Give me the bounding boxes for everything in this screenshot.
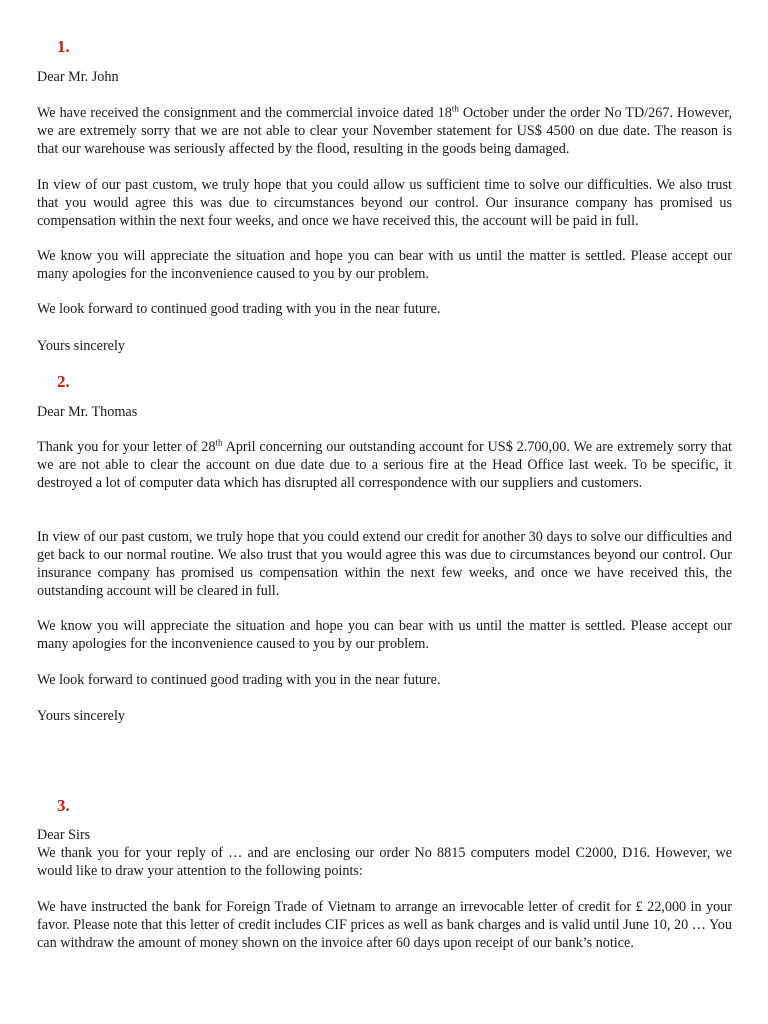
letter-1-salutation: Dear Mr. John bbox=[37, 69, 119, 85]
letter-2-salutation: Dear Mr. Thomas bbox=[37, 404, 138, 420]
letter-number-2: 2. bbox=[57, 372, 70, 391]
letter-number-3: 3. bbox=[57, 796, 70, 815]
letter-1-paragraph-4: We look forward to continued good trading with you in the near future. bbox=[37, 301, 441, 317]
letter-1-paragraph-1 bbox=[37, 104, 732, 158]
letter-1-paragraph-3: We know you will appreciate the situation and hope you can bear with us until the matter is settled. Please accept our many apologies for the inconvenience caused to you by our problem. bbox=[37, 248, 732, 282]
letter-2-paragraph-3: We know you will appreciate the situation and hope you can bear with us until the matter is settled. Please accept our many apologies for the inconvenience caused to you by our problem. bbox=[37, 618, 732, 652]
letter-3-paragraph-2: We have instructed the bank for Foreign Trade of Vietnam to arrange an irrevocable letter of credit for £ 22,000 in your favor. Please note that this letter of credit includes CIF prices as well as bank charges and is valid until June 10, 20 … You can withdraw the amount of money shown on the invoice after 60 days upon receipt of our bank’s notice. bbox=[37, 899, 732, 951]
letter-1-paragraph-1-pre: We have received the consignment and the commercial invoice dated 18 bbox=[37, 105, 452, 121]
letter-3-salutation: Dear Sirs bbox=[37, 827, 91, 843]
letter-2-closing: Yours sincerely bbox=[37, 708, 126, 724]
letter-2-paragraph-1-pre: Thank you for your letter of 28 bbox=[37, 439, 216, 455]
letter-2-paragraph-1 bbox=[37, 438, 732, 492]
letter-1-paragraph-1-post: October under the order No TD/267. However, we are extremely sorry that we are not able to clear your November statement for US$ 4500 on due date. The reason is that our warehouse was seriously affected by the flood, resulting in the goods being damaged. bbox=[37, 105, 732, 157]
letter-3-paragraph-1: We thank you for your reply of … and are enclosing our order No 8815 computers model C2000, D16. However, we would like to draw your attention to the following points: bbox=[37, 845, 732, 879]
letter-1-closing: Yours sincerely bbox=[37, 338, 126, 354]
letter-2-paragraph-1-sup: th bbox=[215, 437, 223, 448]
letter-2-paragraph-4: We look forward to continued good trading with you in the near future. bbox=[37, 672, 441, 688]
letter-2-paragraph-1-post: April concerning our outstanding account for US$ 2.700,00. We are extremely sorry that we are not able to clear the account on due date due to a serious fire at the Head Office last week. To be specific, it destroyed a lot of computer data which has disrupted all correspondence with our suppliers and customers. bbox=[37, 439, 732, 491]
letter-2-paragraph-2: In view of our past custom, we truly hope that you could extend our credit for another 30 days to solve our difficulties and get back to our normal routine. We also trust that you would agree this was due to circumstances beyond our control. Our insurance company has promised us compensation within the next few weeks, and once we have received this, the outstanding account will be cleared in full. bbox=[37, 529, 732, 599]
letter-number-1: 1. bbox=[57, 37, 70, 56]
letter-1-paragraph-2: In view of our past custom, we truly hope that you could allow us sufficient time to solve our difficulties. We also trust that you would agree this was due to circumstances beyond our control. Our insurance company has promised us compensation within the next four weeks, and once we have received this, the account will be paid in full. bbox=[37, 177, 732, 229]
letter-1-paragraph-1-sup: th bbox=[451, 103, 459, 114]
